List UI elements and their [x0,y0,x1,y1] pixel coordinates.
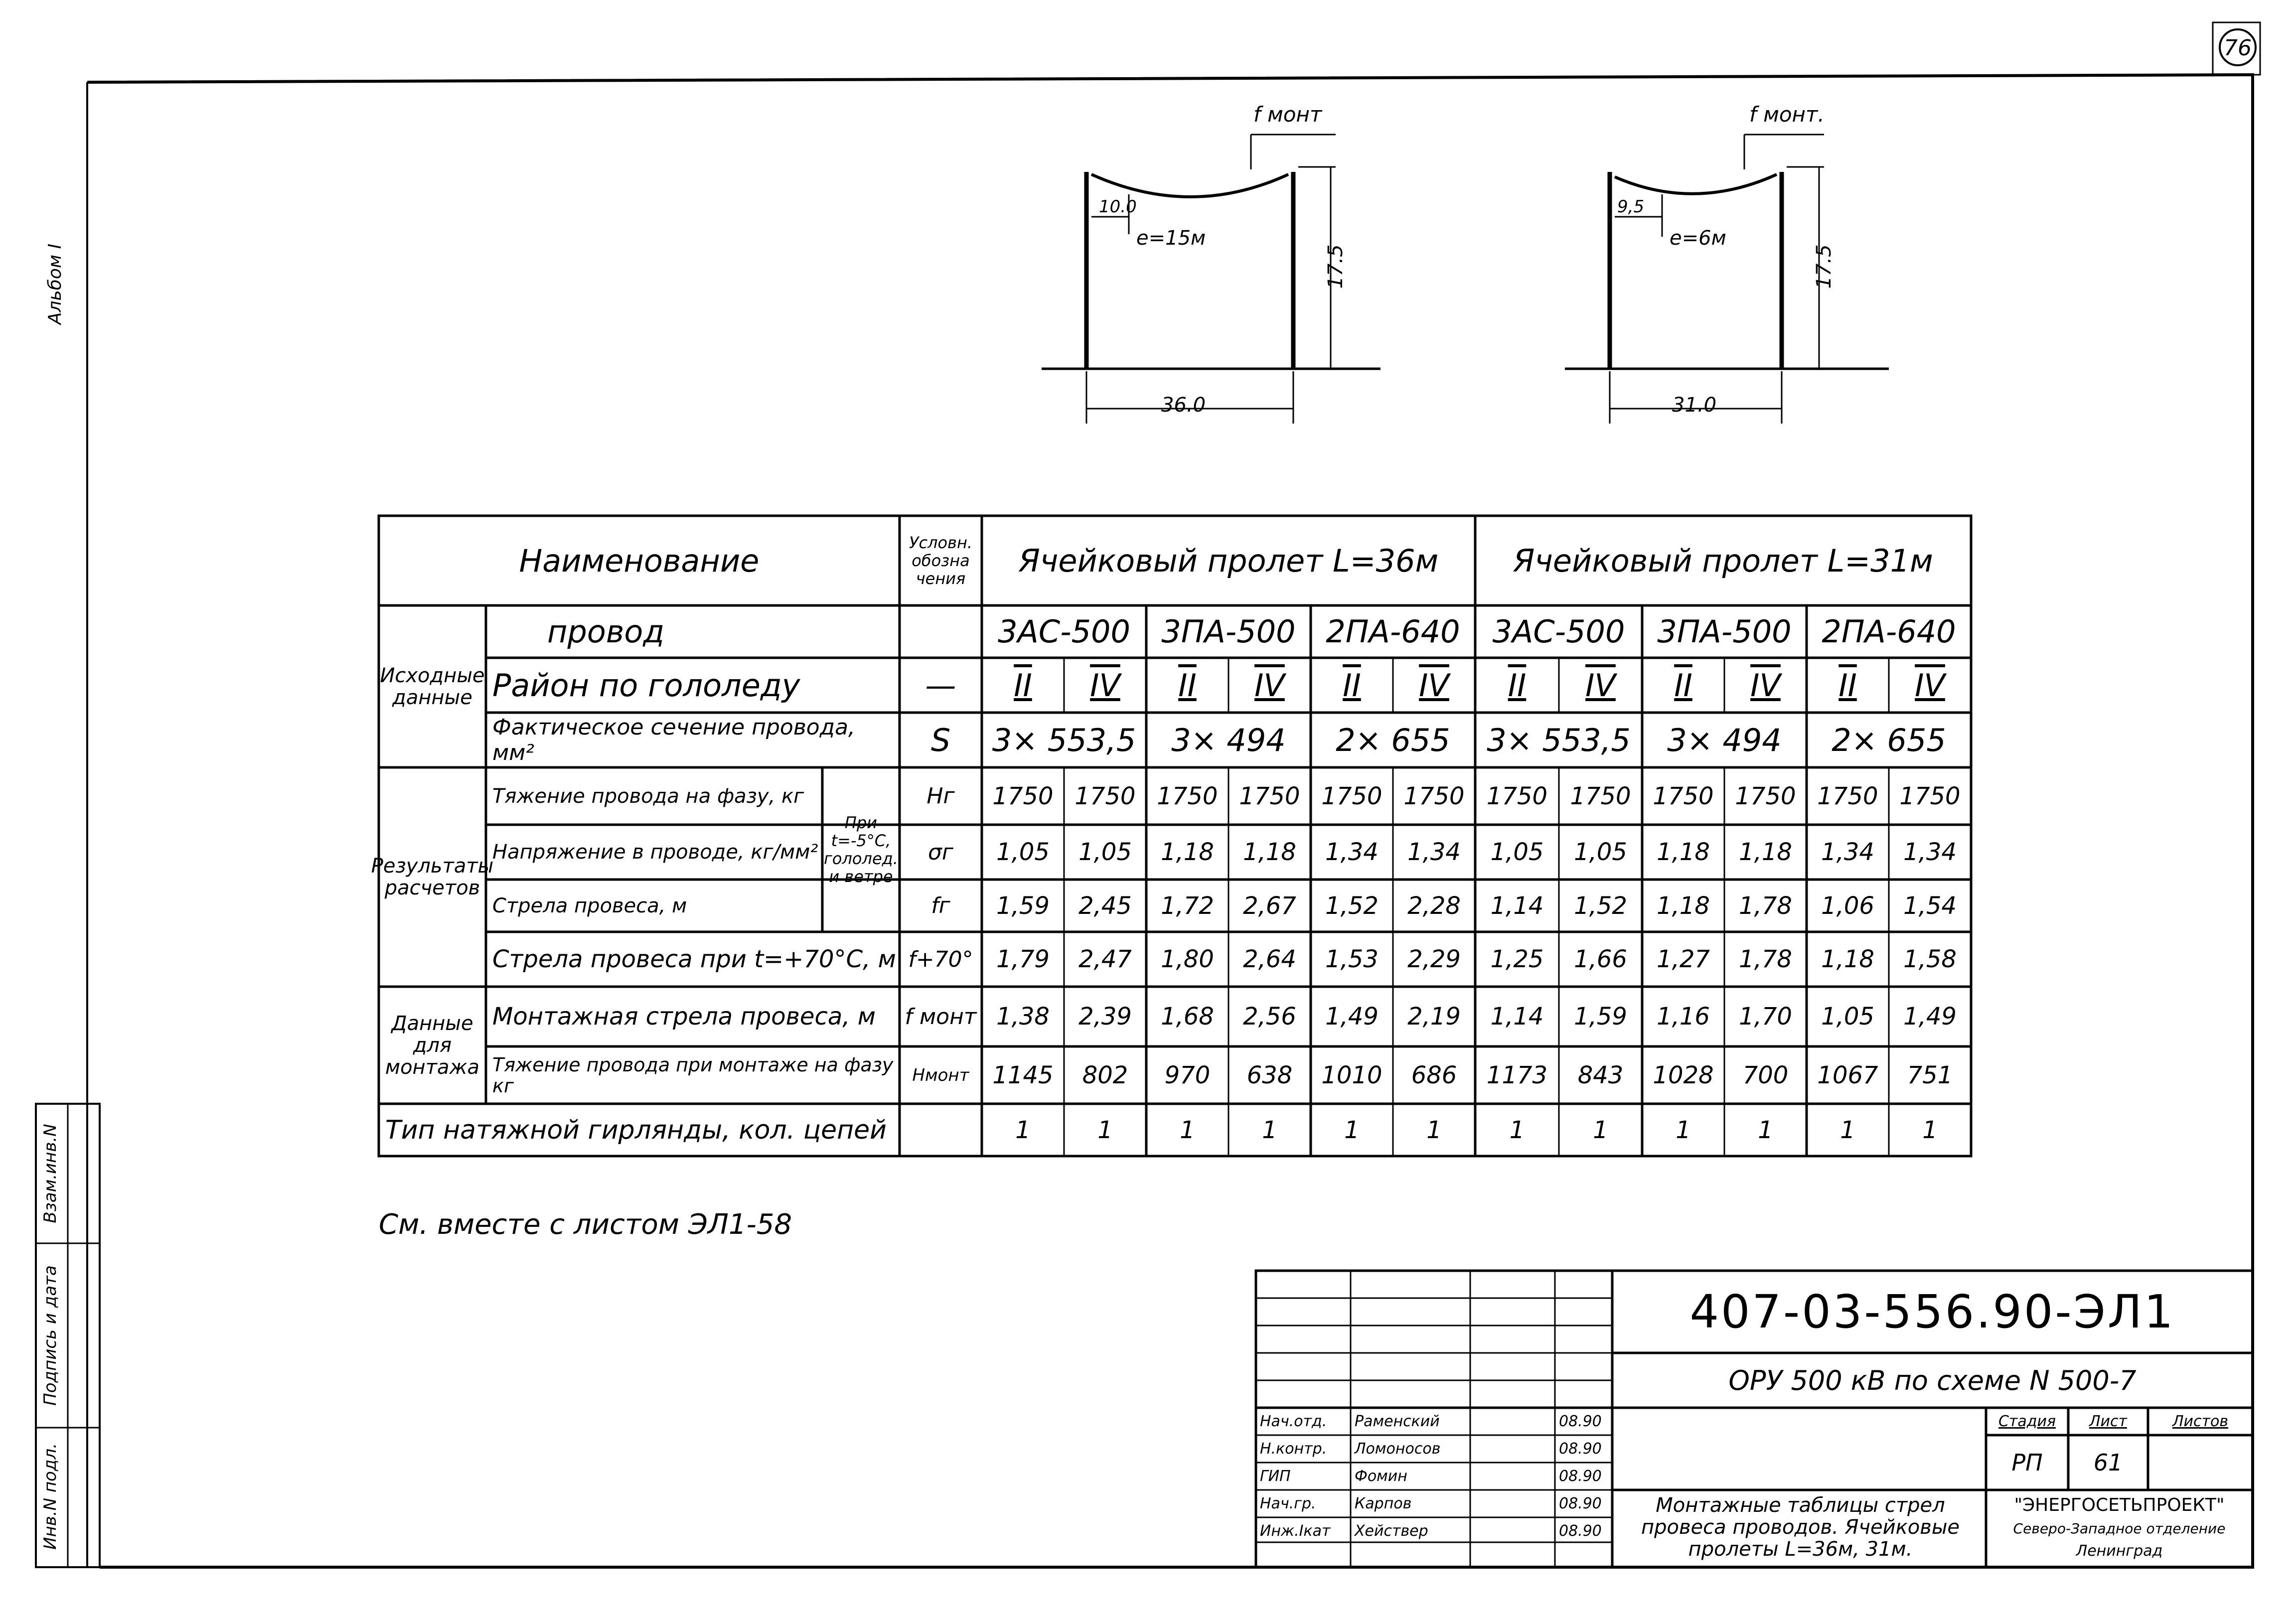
table-cell: 638 [1246,1061,1293,1089]
region-value: II [1343,667,1361,704]
table-cell: 1 [1426,1116,1442,1144]
table-cell: 2,19 [1407,1003,1461,1031]
table-cell: 1,14 [1490,1003,1544,1031]
table-cell: 1,34 [1821,838,1874,866]
row-label: Стрела провеса при t=+70°С, м [492,945,896,973]
section-value: 2× 655 [1336,722,1450,758]
table-cell: 1,52 [1574,891,1627,920]
section-symbol: S [930,722,951,758]
group-conditions: При t=-5°С, гололед. и ветре [824,813,898,886]
table-cell: 2,45 [1078,891,1132,920]
table-cell: 1,18 [1821,945,1874,973]
header-span-31: Ячейковый пролет L=31м [1513,542,1933,579]
stamp-inv-podl: Инв.N подл. [40,1443,60,1550]
stage-label: Стадия [1998,1413,2056,1430]
staff-role: Нач.отд. [1260,1413,1327,1430]
table-cell: 1 [1180,1116,1195,1144]
org-branch: Северо-Западное отделение [2013,1520,2226,1537]
stamp-vzam-inv: Взам.инв.N [40,1124,60,1223]
wire-type: 3ПА-500 [1657,613,1792,650]
diagram1-dim-top: 10.0 [1099,197,1137,217]
table-cell: 1,05 [1574,838,1627,866]
table-cell: 1,16 [1657,1003,1710,1031]
table-cell: 1,34 [1325,838,1378,866]
org-name: "ЭНЕРГОСЕТЬПРОЕКТ" [2014,1494,2225,1515]
row-label: Тяжение провода на фазу, кг [492,784,804,808]
wire-label: провод [547,613,665,650]
table-cell: 1173 [1486,1061,1548,1089]
table-cell: 2,39 [1078,1003,1132,1031]
staff-date: 08.90 [1559,1413,1602,1430]
row-label: Монтажная стрела провеса, м [492,1003,876,1031]
table-cell: 1067 [1817,1061,1878,1089]
table-cell: 1,70 [1739,1003,1792,1031]
table-cell: 700 [1742,1061,1789,1089]
region-value: II [1508,667,1527,704]
region-label: Район по гололеду [492,667,800,704]
sheets-value [2148,1435,2253,1490]
table-cell: 1010 [1321,1061,1382,1089]
diagram2-width: 31.0 [1672,394,1717,417]
table-cell: 1 [1097,1116,1113,1144]
table-cell: 1,18 [1161,838,1214,866]
diagram2-f-label: f монт. [1749,102,1825,127]
row-symbol: σг [927,839,953,865]
group-results: Результаты расчетов [371,855,494,899]
document-code: 407-03-556.90-ЭЛ1 [1689,1285,2175,1338]
table-cell: 1,68 [1161,1003,1214,1031]
table-cell: 1,66 [1574,945,1627,973]
row-label: Напряжение в проводе, кг/мм² [492,841,818,864]
table-cell: 1,59 [1574,1003,1627,1031]
table-cell: 1750 [1899,782,1961,810]
table-cell: 1750 [992,782,1054,810]
table-cell: 1 [1922,1116,1938,1144]
table-cell: 1750 [1074,782,1136,810]
table-cell: 686 [1411,1061,1457,1089]
region-value: II [1178,667,1197,704]
table-cell: 1,78 [1739,891,1792,920]
table-cell: 1,18 [1657,838,1710,866]
table-cell: 1750 [1239,782,1300,810]
table-cell: 1750 [1403,782,1465,810]
staff-date: 08.90 [1559,1440,1602,1458]
table-cell: 1,25 [1490,945,1544,973]
table-cell: 1,06 [1821,891,1874,920]
diagram2-e-label: e=6м [1670,227,1726,250]
table-cell: 1750 [1653,782,1714,810]
staff-name: Фомин [1355,1468,1407,1485]
diagram2-height: 17.5 [1813,244,1836,289]
album-label: Альбом I [44,243,65,325]
wire-type: 3ПА-500 [1161,613,1296,650]
table-cell: 1,18 [1657,891,1710,920]
table-cell: 1 [1015,1116,1031,1144]
table-cell: 1,18 [1243,838,1296,866]
sheet-description: Монтажные таблицы стрел провеса проводов. Ячейковые пролеты L=36м, 31м. [1641,1494,1960,1561]
region-symbol: — [925,667,956,704]
table-cell: 1 [1758,1116,1773,1144]
table-cell: 1750 [1157,782,1218,810]
section-value: 3× 553,5 [992,722,1136,758]
staff-role: Инж.Iкат [1260,1522,1331,1540]
header-symbol: Условн. обозна чения [909,533,973,588]
table-cell: 1 [1676,1116,1691,1144]
table-cell: 1,78 [1739,945,1792,973]
wire-type: 2ПА-640 [1822,613,1956,650]
table-cell: 1 [1840,1116,1855,1144]
region-value: IV [1585,667,1616,704]
sheet-label: Лист [2089,1413,2128,1430]
table-cell: 1,53 [1325,945,1378,973]
diagram1-height: 17.5 [1324,244,1347,289]
table-cell: 2,29 [1407,945,1461,973]
staff-role: ГИП [1260,1468,1291,1485]
org-city: Ленинград [2076,1542,2163,1560]
table-cell: 1750 [1486,782,1548,810]
table-cell: 1,58 [1903,945,1957,973]
row-symbol: f+70° [908,946,973,972]
region-value: IV [1090,667,1120,704]
region-value: II [1014,667,1032,704]
wire-type: 3АС-500 [998,613,1130,650]
section-value: 3× 553,5 [1487,722,1631,758]
table-cell: 2,47 [1078,945,1132,973]
staff-role: Н.контр. [1260,1440,1327,1458]
region-value: IV [1750,667,1781,704]
row-symbol: fг [931,893,950,918]
staff-date: 08.90 [1559,1495,1602,1512]
table-cell: 2,28 [1407,891,1461,920]
table-cell: 1750 [1570,782,1631,810]
table-cell: 1 [1344,1116,1360,1144]
group-initial: Исходные данные [380,664,485,709]
row-label: Тип натяжной гирлянды, кол. цепей [385,1115,887,1145]
group-mounting: Данные для монтажа [385,1012,480,1079]
section-value: 3× 494 [1667,722,1782,758]
table-cell: 1,52 [1325,891,1378,920]
diagram1-f-label: f монт [1253,102,1322,127]
table-cell: 1750 [1817,782,1878,810]
table-cell: 1,79 [996,945,1050,973]
stage-value: РП [2011,1449,2043,1476]
section-value: 2× 655 [1832,722,1946,758]
table-cell: 970 [1164,1061,1211,1089]
table-cell: 1,34 [1407,838,1461,866]
diagram1-width: 36.0 [1161,394,1206,417]
table-cell: 1,18 [1739,838,1792,866]
header-span-36: Ячейковый пролет L=36м [1018,542,1439,579]
table-cell: 1750 [1735,782,1796,810]
table-cell: 751 [1907,1061,1953,1089]
table-cell: 1,05 [1490,838,1544,866]
row-label: Тяжение провода при монтаже на фазу кг [492,1053,894,1097]
header-name: Наименование [519,542,760,579]
region-value: II [1838,667,1857,704]
region-value: II [1674,667,1692,704]
table-cell: 1,14 [1490,891,1544,920]
diagram2-dim-top: 9,5 [1617,197,1645,217]
sheet-value: 61 [2093,1449,2123,1476]
staff-name: Раменский [1355,1413,1440,1430]
table-cell: 802 [1082,1061,1128,1089]
row-label: Стрела провеса, м [492,894,687,917]
row-symbol: f монт [905,1004,977,1030]
object-name: ОРУ 500 кВ по схеме N 500-7 [1728,1364,2137,1396]
sheets-label: Листов [2172,1413,2229,1430]
row-symbol: Hмонт [912,1065,969,1085]
table-cell: 1 [1509,1116,1525,1144]
staff-date: 08.90 [1559,1468,1602,1485]
staff-name: Хействер [1355,1522,1428,1540]
staff-role: Нач.гр. [1260,1495,1316,1512]
table-cell: 1,05 [996,838,1050,866]
note-see-also: См. вместе с листом ЭЛ1-58 [379,1208,792,1241]
section-label: Фактическое сечение провода, мм² [492,715,856,765]
table-cell: 1 [1262,1116,1277,1144]
table-cell: 1,72 [1161,891,1214,920]
sheet-number: 76 [2224,35,2252,61]
table-cell: 1,80 [1161,945,1214,973]
table-cell: 1,59 [996,891,1050,920]
wire-type: 3АС-500 [1492,613,1625,650]
table-cell: 1750 [1321,782,1382,810]
staff-date: 08.90 [1559,1522,1602,1540]
row-symbol: Hг [926,783,955,809]
section-value: 3× 494 [1171,722,1286,758]
wire-type: 2ПА-640 [1326,613,1460,650]
region-value: IV [1419,667,1449,704]
table-cell: 1,05 [1821,1003,1874,1031]
table-cell: 1,49 [1325,1003,1378,1031]
region-value: IV [1915,667,1945,704]
table-cell: 2,64 [1243,945,1296,973]
region-value: IV [1254,667,1285,704]
table-cell: 1 [1593,1116,1608,1144]
staff-name: Карпов [1355,1495,1412,1512]
table-cell: 1028 [1653,1061,1714,1089]
staff-name: Ломоносов [1355,1440,1441,1458]
stamp-podpis-data: Подпись и дата [40,1265,60,1406]
table-cell: 1,34 [1903,838,1957,866]
table-cell: 2,67 [1243,891,1296,920]
table-cell: 1,54 [1903,891,1957,920]
table-cell: 843 [1577,1061,1624,1089]
table-cell: 2,56 [1243,1003,1296,1031]
table-cell: 1,49 [1903,1003,1957,1031]
table-cell: 1,05 [1078,838,1132,866]
diagram1-e-label: e=15м [1136,227,1206,250]
table-cell: 1,27 [1657,945,1710,973]
table-cell: 1145 [992,1061,1054,1089]
table-cell: 1,38 [996,1003,1050,1031]
